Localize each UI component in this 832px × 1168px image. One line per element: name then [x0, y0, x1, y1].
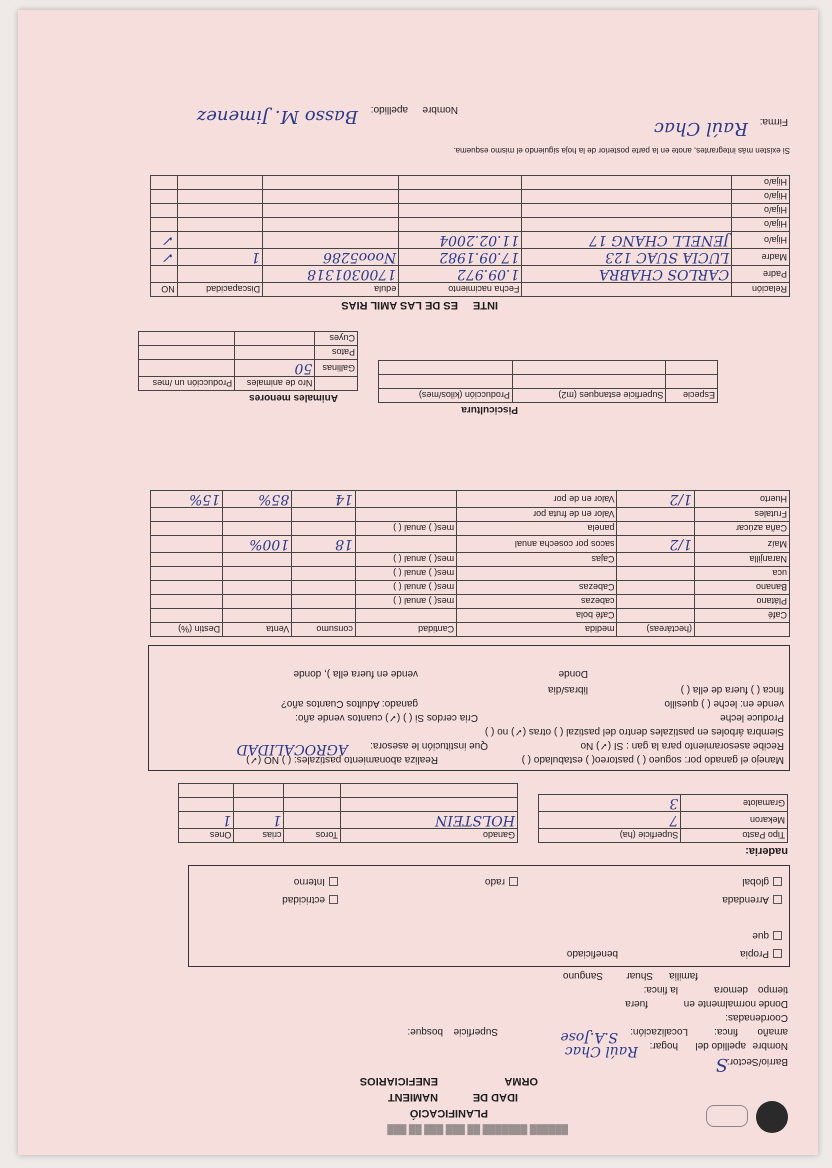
interno-checkbox[interactable] [294, 876, 338, 887]
familia-row-3-rel: Hija/o [732, 218, 790, 232]
cultivos-header-5: Destin (%) [151, 623, 223, 637]
cultivo-row-3-name: uca [695, 567, 790, 581]
familia-row-1-name: LUCIA SUAC 123 [522, 249, 732, 266]
maiz-area: 1/2 [617, 536, 695, 553]
familia-row-4-rel: Hija/o [732, 204, 790, 218]
manejo-line5: vende en: leche ( ) quesillo [664, 698, 784, 709]
animal-row-1-name: Patos [315, 346, 358, 360]
header-line3b: ENEFICIARIOS [359, 1075, 438, 1087]
interno-label: Interno [293, 876, 325, 887]
nombre-firma-label: Nombre [422, 104, 458, 115]
global-checkbox[interactable] [742, 876, 782, 887]
pasto-row-1-tipo: Gramalote [681, 795, 788, 812]
tiempo-label: tiempo [757, 984, 788, 995]
localizacion-label: Localización: [630, 1026, 688, 1037]
header-line1: PLANIFICACIÓ [409, 1107, 488, 1119]
cultivo-row-0-unit: Café bola [457, 609, 617, 623]
piscicultura-title: Piscicultura [461, 404, 518, 415]
cultivos-header-2: Cantidad [355, 623, 456, 637]
cultivo-row-6-name: Caña azúcar [695, 522, 790, 536]
global-label: global [742, 876, 769, 887]
cultivo-row-2-unit: Cabezas [457, 581, 617, 595]
propia-label: Propia [740, 948, 769, 959]
header-line3: ORMA [504, 1075, 538, 1087]
que-label: que [752, 930, 769, 941]
shuar-label: Shuar [626, 970, 653, 981]
familia-title-prefix: INTE [472, 299, 498, 311]
cultivo-row-4-unit: Cajas [457, 553, 617, 567]
ganado-row-toros [284, 812, 340, 829]
pisc-header-2: Producción (kilos/mes) [379, 389, 513, 403]
donde-label: Donde [758, 998, 788, 1009]
arrendada-checkbox[interactable] [722, 894, 782, 905]
apellido-firma-label: apellido: [370, 104, 408, 115]
cultivo-row-8-unit: Valor en de por [457, 491, 617, 508]
cultivos-header-0: (hectáreas) [617, 623, 695, 637]
manejo-line6: finca ( ) fuera de ella ( ) [680, 684, 784, 695]
fuera-label: fuera [625, 998, 648, 1009]
manejo-line5b: ganado: Adultos Cuantos año? [281, 698, 418, 709]
firma-label: Firma: [759, 116, 788, 127]
institution-logo [756, 1101, 788, 1133]
familia-row-6-rel: Hija/o [732, 176, 790, 190]
cultivo-row-0-freq [355, 609, 456, 623]
cultivo-row-5-unit: sacos por cosecha anual [457, 536, 617, 553]
cultivo-row-1-freq: mes( ) anual ( ) [355, 595, 456, 609]
cultivo-row-3-freq: mes( ) anual ( ) [355, 567, 456, 581]
finca-end: la finca: [643, 984, 678, 995]
sanguno-label: Sanguno [562, 970, 603, 981]
rotated-form [18, 10, 818, 1155]
animal-row-0-name: Gallinas [315, 360, 358, 377]
manejo-line7: vende en fuera ella ), donde [293, 668, 418, 679]
familia-row-1-cedula: Nooo5286 [263, 249, 399, 266]
cultivo-row-3-unit [457, 567, 617, 581]
bosque-label: bosque: [407, 1026, 443, 1037]
beneficiado-label: beneficiado [566, 948, 618, 959]
cultivo-row-4-freq: mes( ) anual ( ) [355, 553, 456, 567]
pasto-row-1-superficie: 3 [539, 795, 681, 812]
familia-header-2: edula [263, 283, 399, 297]
electricidad-checkbox[interactable] [282, 894, 338, 905]
animal-header-0: Nro de animales [235, 377, 315, 391]
apellido-firma-value: Basso M. Jimenez [196, 106, 358, 127]
cultivo-row-5-venta: 100% [223, 536, 292, 553]
familia-row-2-date: 11.02.2004 [399, 232, 522, 249]
barrio-label: Barrio/Sector: [726, 1056, 788, 1067]
cultivo-row-8-name: Huerto [695, 491, 790, 508]
cultivo-row-8-consumo: 14 [292, 491, 356, 508]
ganado-header-3: Ones [179, 829, 234, 843]
familia-row-1-no: ✓ [151, 249, 178, 266]
header-faded-line: ██████ ███████ ██ ███ ███ ██ ███ [387, 1125, 568, 1135]
donde-mid: normalmente en [683, 998, 756, 1009]
familia-row-0-cedula: 1700301318 [263, 266, 399, 283]
ganado-header-2: crias [234, 829, 284, 843]
cultivo-row-7-unit: Valor en de fruta por [457, 508, 617, 522]
familia-title: ES DE LAS AMIL RIAS [341, 299, 458, 311]
animal-row-0-count: 50 [235, 360, 315, 377]
pasto-row-0-superficie: 7 [539, 812, 681, 829]
superficie-label: Superficie [453, 1026, 498, 1037]
arrendada-label: Arrendada [722, 894, 769, 905]
cultivo-row-7-name: Frutales [695, 508, 790, 522]
familia-row-5-rel: Hija/o [732, 190, 790, 204]
tamano-mid: finca: [714, 1026, 738, 1037]
cultivo-row-6-freq: mes( ) anual ( ) [355, 522, 456, 536]
coordenadas-label: Coordenadas: [725, 1012, 788, 1023]
animal-row-2-name: Cuyes [315, 332, 358, 346]
cultivo-row-8-venta: 85% [223, 491, 292, 508]
familia-note: Si existen más integrantes, anote en la parte posterior de la hoja siguiendo el mismo esquema. [453, 146, 790, 155]
demora-label: demora [714, 984, 748, 995]
cultivos-header-1: medida [457, 623, 617, 637]
familia-row-1-disc: 1 [177, 249, 262, 266]
cultivos-header-3: consumo [292, 623, 356, 637]
cultivo-row-0-name: Café [695, 609, 790, 623]
pisc-header-0: Especie [666, 389, 718, 403]
cultivo-row-2-name: Banano [695, 581, 790, 595]
familia-row-0-date: 1.09.972 [399, 266, 522, 283]
nombre-value: Raúl Chac [564, 1043, 638, 1059]
ganado-row-breed: HOLSTEIN [340, 812, 517, 829]
pasto-table [538, 794, 788, 843]
cultivo-row-4-name: Naranjilla [695, 553, 790, 567]
libras-label: libras/dia [547, 684, 588, 695]
firma-signature: Raúl Chac [654, 118, 748, 139]
donde-label-2: Donde [558, 668, 588, 679]
manejo-line1: Manejo el ganado por: sogueo ( ) pastoreo( ) estabulado ( ) [521, 754, 784, 765]
ganado-row-crias: 1 [234, 812, 284, 829]
familia-row-2-no: ✓ [151, 232, 178, 249]
header-line2: IDAD DE [472, 1091, 518, 1103]
electricidad-label: ectricidad [282, 894, 325, 905]
piscicultura-table [378, 360, 718, 403]
cultivo-row-6-unit: panela [457, 522, 617, 536]
pasto-header-superficie: Superficie (ha) [539, 829, 681, 843]
familia-table [150, 175, 790, 297]
propia-checkbox[interactable] [740, 948, 782, 959]
animales-title: Animales menores [249, 392, 338, 403]
familia-label: familia [669, 970, 698, 981]
nombre-label: Nombre [752, 1040, 788, 1051]
nombre-end: hogar: [649, 1040, 678, 1051]
rado-checkbox[interactable] [485, 876, 518, 887]
cultivo-row-2-freq: mes( ) anual ( ) [355, 581, 456, 595]
familia-header-5: NO [151, 283, 178, 297]
familia-row-2-rel: Hija/o [732, 232, 790, 249]
familia-header-1: Fecha nacimiento [399, 283, 522, 297]
asesora-value: AGROCALIDAD [236, 741, 348, 757]
manejo-line2b: Que institución le asesora: [370, 740, 488, 751]
familia-row-0-name: CARLOS CHABRA [522, 266, 732, 283]
huerto-area: 1/2 [617, 491, 695, 508]
familia-row-1-rel: Madre [732, 249, 790, 266]
manejo-line1b: Realiza abonamiento pastizales: ( ) NO (✓) [246, 754, 438, 765]
document-sheet [18, 10, 818, 1155]
manejo-line2: Recibe asesoramiento para la gan : SI (✓) No [580, 740, 784, 751]
ganado-row-ones: 1 [179, 812, 234, 829]
ganado-header-1: Toros [284, 829, 340, 843]
cultivos-header-4: Venta [223, 623, 292, 637]
pasto-row-0-tipo: Mekaron [681, 812, 788, 829]
ganado-header-0: Ganado [340, 829, 517, 843]
cultivo-row-1-unit: cabezas [457, 595, 617, 609]
manejo-line3: Siembra árboles en pastizales dentro del pastizal ( ) otras (✓) no ( ) [484, 726, 784, 737]
ganado-table [178, 783, 518, 843]
pisc-header-1: Superficie estanques (m2) [512, 389, 665, 403]
manejo-line4: Produce leche [720, 712, 784, 723]
familia-row-1-date: 17.09.1982 [399, 249, 522, 266]
cultivo-row-8-destino: 15% [151, 491, 223, 508]
familia-row-0-rel: Padre [732, 266, 790, 283]
familia-row-2-name: JENELL CHANG 17 [522, 232, 732, 249]
cultivo-row-5-consumo: 18 [292, 536, 356, 553]
localizacion-value: S.A.Jose [560, 1029, 618, 1045]
cultivo-row-5-name: Maíz [695, 536, 790, 553]
secondary-logo [706, 1105, 748, 1127]
ganaderia-title: naderia: [745, 845, 788, 857]
familia-header-3: Discapacidad [177, 283, 262, 297]
animales-table [138, 331, 358, 391]
que-checkbox[interactable] [752, 930, 782, 941]
manejo-line4b: Cria cerdos Si ( ) (✓) cuantos vende año: [295, 712, 478, 723]
rado-label: rado [484, 876, 505, 887]
header-line2b: NAMIENT [387, 1091, 438, 1103]
pasto-header-tipo: Tipo Pasto [681, 829, 788, 843]
animal-header-1: Producción un /mes [139, 377, 235, 391]
cultivos-table [150, 490, 790, 637]
nombre-mid: apellido del [695, 1040, 746, 1051]
familia-header-0: Relación [732, 283, 790, 297]
cultivo-row-1-name: Plátano [695, 595, 790, 609]
barrio-value: S [715, 1054, 728, 1075]
tamano-label: amaño [757, 1026, 788, 1037]
